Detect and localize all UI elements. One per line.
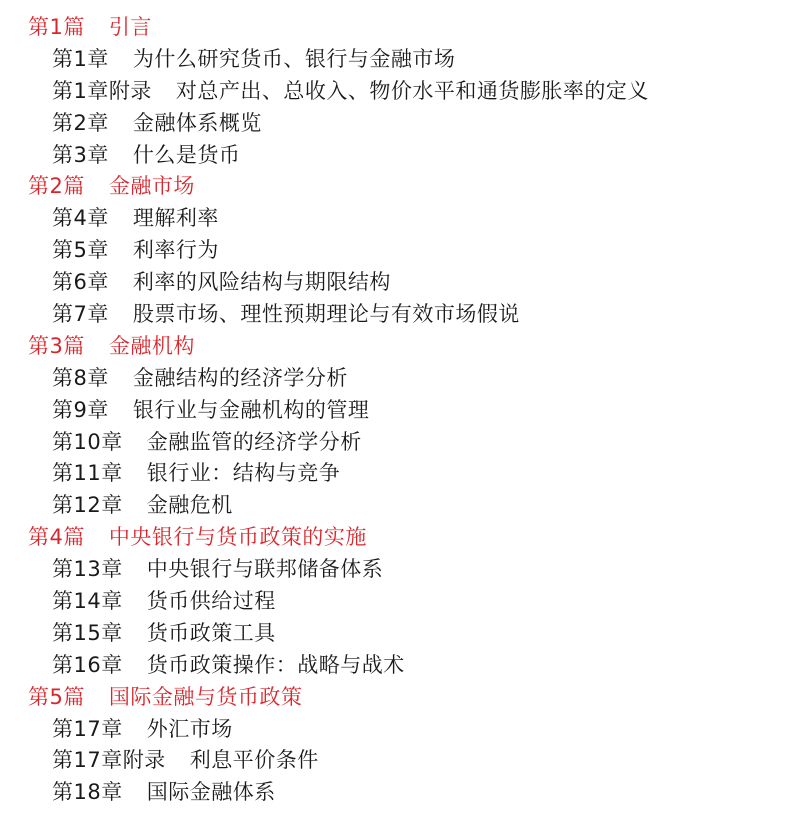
chapter-number: 第6章 <box>52 270 109 295</box>
chapter-title: 中央银行与联邦储备体系 <box>146 557 384 582</box>
chapter-number: 第2章 <box>52 110 109 135</box>
chapter-number: 第15章 <box>52 620 123 645</box>
chapter-title: 银行业：结构与竞争 <box>146 461 341 486</box>
chapter-title: 为什么研究货币、银行与金融市场 <box>132 46 456 71</box>
chapter-title: 货币政策操作：战略与战术 <box>146 652 405 677</box>
toc-chapter <box>0 44 790 76</box>
chapter-title: 外汇市场 <box>146 716 233 741</box>
toc-chapter <box>0 586 790 618</box>
toc-chapter <box>0 395 790 427</box>
toc-chapter <box>0 490 790 522</box>
chapter-title: 金融体系概览 <box>132 110 262 135</box>
chapter-title: 利率行为 <box>132 238 219 263</box>
part-number: 第1篇 <box>28 15 85 39</box>
part-number: 第2篇 <box>28 174 85 199</box>
part-title: 金融市场 <box>108 174 195 199</box>
chapter-number: 第14章 <box>52 589 123 614</box>
chapter-title: 金融结构的经济学分析 <box>132 365 348 390</box>
part-title: 中央银行与货币政策的实施 <box>108 525 367 550</box>
chapter-number: 第8章 <box>52 365 109 390</box>
chapter-title: 利息平价条件 <box>189 748 319 773</box>
toc-part <box>0 171 790 203</box>
part-title: 国际金融与货币政策 <box>108 684 303 709</box>
chapter-number: 第11章 <box>52 461 123 486</box>
chapter-number: 第17章附录 <box>52 748 166 773</box>
chapter-number: 第9章 <box>52 397 109 422</box>
toc-part <box>0 522 790 554</box>
toc-chapter <box>0 363 790 395</box>
chapter-title: 货币供给过程 <box>146 589 276 614</box>
chapter-number: 第16章 <box>52 652 123 677</box>
chapter-number: 第1章附录 <box>52 78 152 103</box>
toc-chapter <box>0 777 790 809</box>
toc-chapter <box>0 299 790 331</box>
toc-chapter <box>0 235 790 267</box>
chapter-title: 利率的风险结构与期限结构 <box>132 270 391 295</box>
toc-part <box>0 682 790 714</box>
chapter-title: 国际金融体系 <box>146 780 276 805</box>
chapter-title: 对总产出、总收入、物价水平和通货膨胀率的定义 <box>175 78 649 103</box>
toc-chapter <box>0 108 790 140</box>
chapter-number: 第4章 <box>52 206 109 231</box>
chapter-title: 金融监管的经济学分析 <box>146 429 362 454</box>
part-number: 第5篇 <box>28 684 85 709</box>
chapter-number: 第13章 <box>52 557 123 582</box>
chapter-title: 银行业与金融机构的管理 <box>132 397 370 422</box>
part-title: 金融机构 <box>108 333 195 358</box>
chapter-number: 第17章 <box>52 716 123 741</box>
toc-chapter <box>0 203 790 235</box>
chapter-number: 第10章 <box>52 429 123 454</box>
part-number: 第4篇 <box>28 525 85 550</box>
toc-chapter <box>0 267 790 299</box>
chapter-number: 第3章 <box>52 142 109 167</box>
toc-chapter <box>0 458 790 490</box>
chapter-title: 金融危机 <box>146 493 233 518</box>
toc-chapter <box>0 714 790 746</box>
toc-chapter <box>0 650 790 682</box>
chapter-number: 第7章 <box>52 302 109 327</box>
toc-chapter <box>0 140 790 172</box>
toc-part <box>0 12 790 44</box>
toc-chapter <box>0 554 790 586</box>
toc-chapter <box>0 618 790 650</box>
chapter-title: 理解利率 <box>132 206 219 231</box>
chapter-number: 第5章 <box>52 238 109 263</box>
toc-chapter <box>0 427 790 459</box>
chapter-title: 货币政策工具 <box>146 620 276 645</box>
part-number: 第3篇 <box>28 333 85 358</box>
toc-chapter <box>0 745 790 777</box>
toc-part <box>0 331 790 363</box>
chapter-number: 第18章 <box>52 780 123 805</box>
chapter-number: 第12章 <box>52 493 123 518</box>
part-title: 引言 <box>108 15 152 39</box>
chapter-title: 股票市场、理性预期理论与有效市场假说 <box>132 302 520 327</box>
toc-chapter <box>0 76 790 108</box>
chapter-number: 第1章 <box>52 46 109 71</box>
chapter-title: 什么是货币 <box>132 142 241 167</box>
